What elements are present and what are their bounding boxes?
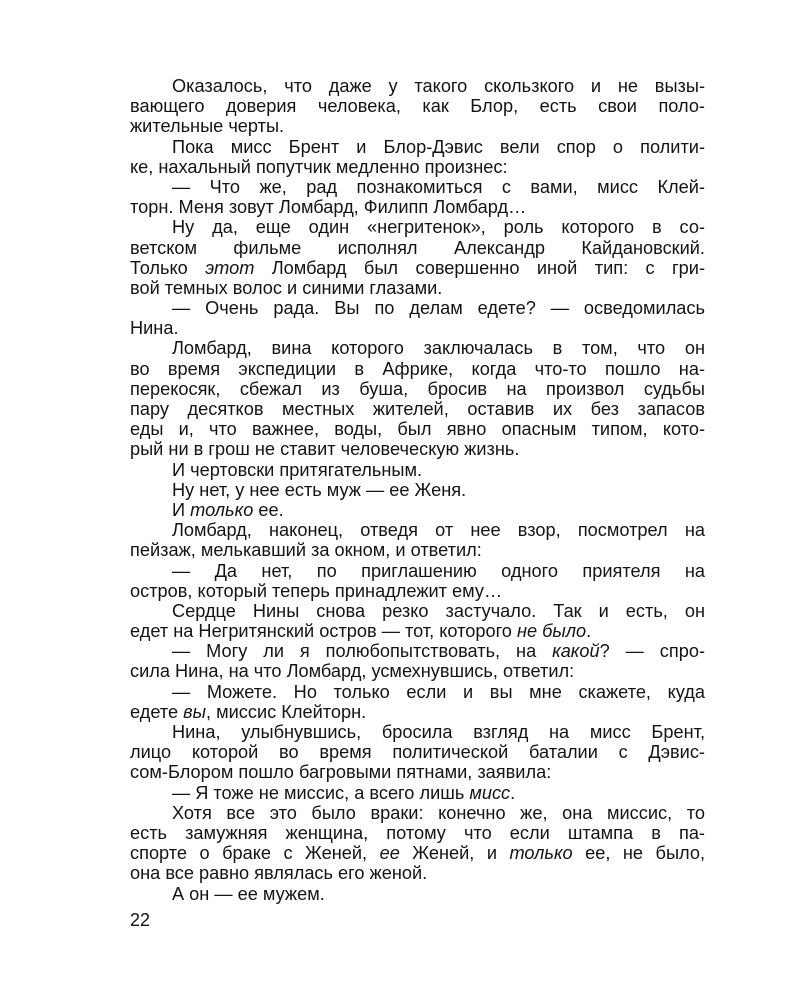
text-line (130, 258, 705, 278)
text-line (130, 601, 705, 621)
text-line (130, 419, 705, 439)
paragraph (130, 137, 705, 177)
text-run: Ломбард, вина которого заключалась в том, что он (172, 338, 705, 359)
text-run: И (172, 499, 191, 520)
text-run: спорте о браке с Женей, (130, 843, 380, 864)
paragraph (130, 803, 705, 884)
text-line (130, 399, 705, 419)
paragraph (130, 783, 705, 803)
text-run: — Очень рада. Вы по делам едете? — осведомилась (172, 298, 705, 319)
text-run: рый ни в грош не ставит человеческую жизнь. (130, 439, 520, 460)
text-run: ке, нахальный попутчик медленно произнес: (130, 156, 508, 177)
paragraph (130, 520, 705, 560)
paragraph (130, 682, 705, 722)
text-run: вающего доверия человека, как Блор, есть свои поло- (130, 96, 705, 117)
text-line (130, 520, 705, 540)
text-run: торн. Меня зовут Ломбард, Филипп Ломбард… (130, 197, 527, 218)
text-run: — Что же, рад познакомиться с вами, мисс Клей- (172, 176, 705, 197)
text-run: — Можете. Но только если и вы мне скажете, куда (172, 681, 705, 702)
text-line (130, 278, 705, 298)
italic-text: мисс (469, 782, 511, 803)
paragraph (130, 641, 705, 681)
text-run: пару десятков местных жителей, оставив их без запасов (130, 399, 705, 419)
text-run: Сердце Нины снова резко застучало. Так и есть, он (172, 600, 705, 621)
text-line (130, 843, 705, 863)
text-run: ветском фильме исполнял Александр Кайдановский. (130, 237, 705, 258)
text-line (130, 581, 705, 601)
paragraph (130, 480, 705, 500)
paragraph (130, 500, 705, 520)
text-run: Ну нет, у нее есть муж — ее Женя. (172, 479, 467, 500)
text-line (130, 722, 705, 742)
text-run: . (586, 621, 592, 642)
text-run: лицо которой во время политической баталии с Дэвис- (130, 742, 705, 763)
text-line (130, 359, 705, 379)
text-run: едет на Негритянский остров — тот, которого (130, 621, 517, 642)
text-line (130, 884, 705, 904)
text-line (130, 197, 705, 217)
text-run: Только (130, 257, 206, 278)
text-run: . (510, 782, 516, 803)
text-line (130, 762, 705, 782)
text-run: сом-Блором пошло багровыми пятнами, заявила: (130, 762, 552, 783)
text-run: остров, который теперь принадлежит ему… (130, 580, 503, 601)
text-line (130, 823, 705, 843)
text-line (130, 500, 705, 520)
text-run: , миссис Клейторн. (206, 701, 367, 722)
text-run: — Я тоже не миссис, а всего лишь (172, 782, 470, 803)
text-line (130, 540, 705, 560)
text-line (130, 379, 705, 399)
paragraph (130, 884, 705, 904)
text-run: Ломбард был совершенно иной тип: с гри- (254, 257, 706, 278)
italic-text: ее (379, 843, 400, 864)
italic-text: только (509, 843, 573, 864)
text-line (130, 803, 705, 823)
text-line (130, 217, 705, 237)
text-run: еды и, что важнее, воды, был явно опасным типом, кото- (130, 419, 705, 440)
text-run: А он — ее мужем. (172, 883, 325, 904)
paragraph (130, 177, 705, 217)
page-number: 22 (130, 910, 151, 930)
italic-text: вы (183, 701, 207, 722)
text-run: едете (130, 701, 184, 722)
text-line (130, 561, 705, 581)
text-line (130, 177, 705, 197)
text-line (130, 641, 705, 661)
text-line (130, 338, 705, 358)
text-run: Нина. (130, 318, 179, 339)
paragraph (130, 601, 705, 641)
text-run: сила Нина, на что Ломбард, усмехнувшись, ответил: (130, 661, 575, 682)
text-run: ? — спро- (599, 641, 706, 662)
paragraph (130, 298, 705, 338)
paragraph (130, 217, 705, 298)
paragraph (130, 722, 705, 783)
paragraph (130, 460, 705, 480)
text-run: во время экспедиции в Африке, когда что-то пошло на- (130, 358, 705, 379)
text-run: — Да нет, по приглашению одного приятеля на (172, 560, 705, 581)
text-run: ее. (253, 499, 284, 520)
text-run: перекосяк, сбежал из буша, бросив на произвол судьбы (130, 378, 705, 399)
text-line (130, 742, 705, 762)
text-run: она все равно являлась его женой. (130, 863, 428, 884)
text-run: Пока мисс Брент и Блор-Дэвис вели спор о полити- (172, 136, 705, 157)
italic-text: только (190, 499, 254, 520)
text-line (130, 157, 705, 177)
text-run: есть замужняя женщина, потому что если штампа в па- (130, 822, 705, 843)
text-run: вой темных волос и синими глазами. (130, 277, 443, 298)
text-run: Ломбард, наконец, отведя от нее взор, посмотрел на (172, 520, 705, 541)
text-line (130, 783, 705, 803)
text-line (130, 116, 705, 136)
text-run: ее, не было, (572, 843, 705, 864)
text-run: Оказалось, что даже у такого скользкого и не вызы- (172, 76, 705, 96)
text-run: Нина, улыбнувшись, бросила взгляд на мисс Брент, (172, 722, 705, 742)
text-line (130, 863, 705, 883)
text-line (130, 702, 705, 722)
text-line (130, 460, 705, 480)
paragraph (130, 76, 705, 137)
paragraph (130, 338, 705, 459)
text-line (130, 76, 705, 96)
text-run: Женей, и (399, 843, 510, 864)
text-line (130, 298, 705, 318)
text-run: Ну да, еще один «негритенок», роль которого в со- (172, 217, 705, 238)
text-run: жительные черты. (130, 116, 285, 137)
text-line (130, 480, 705, 500)
text-run: — Могу ли я полюбопытствовать, на (172, 641, 553, 662)
italic-text: какой (552, 641, 600, 662)
italic-text: этот (205, 257, 255, 278)
text-line (130, 96, 705, 116)
text-line (130, 621, 705, 641)
text-run: И чертовски притягательным. (172, 459, 423, 480)
text-run: пейзаж, мелькавший за окном, и ответил: (130, 540, 482, 561)
text-line (130, 661, 705, 681)
text-line (130, 439, 705, 459)
text-line (130, 682, 705, 702)
text-line (130, 137, 705, 157)
text-line (130, 318, 705, 338)
text-line (130, 238, 705, 258)
italic-text: не было (516, 621, 587, 642)
paragraph (130, 561, 705, 601)
body-text (130, 76, 705, 904)
text-run: Хотя все это было враки: конечно же, она миссис, то (172, 802, 705, 823)
